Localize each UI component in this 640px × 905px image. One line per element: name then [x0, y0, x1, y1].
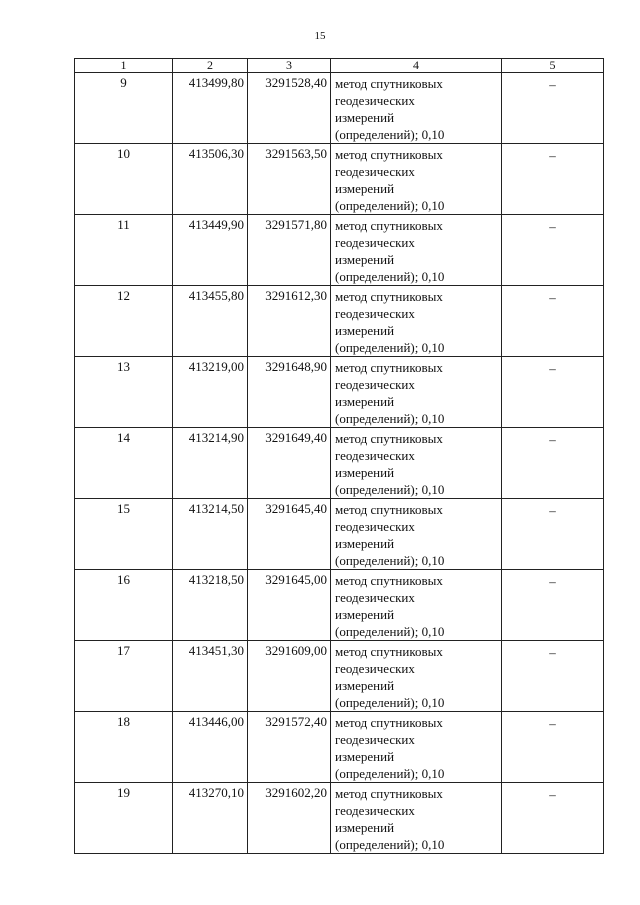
y-coordinate-cell-text: 3291645,40 — [265, 501, 327, 516]
point-number-cell-text: 18 — [117, 714, 130, 729]
note-cell-text: – — [549, 574, 556, 589]
y-coordinate-cell — [248, 570, 331, 641]
note-cell — [502, 73, 604, 144]
method-cell-text: метод спутниковых геодезических измерений (определений); 0,10 — [335, 573, 445, 639]
table-row — [75, 428, 604, 499]
method-cell — [331, 357, 502, 428]
x-coordinate-cell — [173, 357, 248, 428]
point-number-cell — [75, 73, 173, 144]
method-cell — [331, 783, 502, 854]
note-cell — [502, 641, 604, 712]
y-coordinate-cell-text: 3291649,40 — [265, 430, 327, 445]
y-coordinate-cell-text: 3291572,40 — [265, 714, 327, 729]
method-cell-text: метод спутниковых геодезических измерений (определений); 0,10 — [335, 644, 445, 710]
y-coordinate-cell-text: 3291612,30 — [265, 288, 327, 303]
y-coordinate-cell — [248, 783, 331, 854]
y-coordinate-cell — [248, 144, 331, 215]
column-header-1: 1 — [75, 59, 173, 73]
x-coordinate-cell — [173, 641, 248, 712]
column-header-2: 2 — [173, 59, 248, 73]
column-header-5: 5 — [502, 59, 604, 73]
table-row — [75, 286, 604, 357]
method-cell — [331, 428, 502, 499]
y-coordinate-cell — [248, 73, 331, 144]
point-number-cell — [75, 570, 173, 641]
table-row — [75, 712, 604, 783]
column-header-4: 4 — [331, 59, 502, 73]
note-cell-text: – — [549, 787, 556, 802]
table-row — [75, 641, 604, 712]
point-number-cell — [75, 641, 173, 712]
point-number-cell-text: 13 — [117, 359, 130, 374]
note-cell-text: – — [549, 716, 556, 731]
point-number-cell — [75, 712, 173, 783]
point-number-cell-text: 15 — [117, 501, 130, 516]
x-coordinate-cell — [173, 144, 248, 215]
note-cell — [502, 570, 604, 641]
method-cell-text: метод спутниковых геодезических измерений (определений); 0,10 — [335, 715, 445, 781]
x-coordinate-cell-text: 413449,90 — [188, 217, 244, 232]
x-coordinate-cell — [173, 499, 248, 570]
table-row — [75, 499, 604, 570]
note-cell — [502, 215, 604, 286]
point-number-cell — [75, 286, 173, 357]
point-number-cell-text: 9 — [120, 75, 127, 90]
point-number-cell-text: 14 — [117, 430, 130, 445]
note-cell — [502, 357, 604, 428]
table-row — [75, 144, 604, 215]
y-coordinate-cell-text: 3291645,00 — [265, 572, 327, 587]
note-cell-text: – — [549, 219, 556, 234]
method-cell — [331, 499, 502, 570]
x-coordinate-cell — [173, 428, 248, 499]
y-coordinate-cell-text: 3291648,90 — [265, 359, 327, 374]
point-number-cell-text: 17 — [117, 643, 130, 658]
y-coordinate-cell-text: 3291571,80 — [265, 217, 327, 232]
x-coordinate-cell — [173, 73, 248, 144]
x-coordinate-cell-text: 413214,90 — [188, 430, 244, 445]
note-cell-text: – — [549, 290, 556, 305]
note-cell — [502, 783, 604, 854]
x-coordinate-cell-text: 413451,30 — [188, 643, 244, 658]
method-cell-text: метод спутниковых геодезических измерений (определений); 0,10 — [335, 502, 445, 568]
x-coordinate-cell-text: 413214,50 — [188, 501, 244, 516]
note-cell-text: – — [549, 432, 556, 447]
column-header-3: 3 — [248, 59, 331, 73]
y-coordinate-cell-text: 3291609,00 — [265, 643, 327, 658]
method-cell-text: метод спутниковых геодезических измерений (определений); 0,10 — [335, 218, 445, 284]
x-coordinate-cell — [173, 286, 248, 357]
method-cell — [331, 215, 502, 286]
point-number-cell — [75, 215, 173, 286]
x-coordinate-cell-text: 413219,00 — [188, 359, 244, 374]
x-coordinate-cell-text: 413455,80 — [188, 288, 244, 303]
point-number-cell — [75, 428, 173, 499]
x-coordinate-cell-text: 413499,80 — [188, 75, 244, 90]
table-header-row — [75, 59, 604, 73]
point-number-cell — [75, 144, 173, 215]
y-coordinate-cell-text: 3291563,50 — [265, 146, 327, 161]
method-cell — [331, 286, 502, 357]
method-cell — [331, 73, 502, 144]
note-cell — [502, 428, 604, 499]
page-number: 15 — [314, 30, 326, 42]
note-cell — [502, 144, 604, 215]
point-number-cell — [75, 357, 173, 428]
table-row — [75, 73, 604, 144]
x-coordinate-cell-text: 413270,10 — [188, 785, 244, 800]
method-cell-text: метод спутниковых геодезических измерений (определений); 0,10 — [335, 786, 445, 852]
x-coordinate-cell-text: 413506,30 — [188, 146, 244, 161]
y-coordinate-cell — [248, 357, 331, 428]
note-cell — [502, 286, 604, 357]
y-coordinate-cell — [248, 215, 331, 286]
method-cell — [331, 712, 502, 783]
table-row — [75, 570, 604, 641]
y-coordinate-cell-text: 3291528,40 — [265, 75, 327, 90]
point-number-cell — [75, 783, 173, 854]
note-cell-text: – — [549, 645, 556, 660]
note-cell — [502, 712, 604, 783]
y-coordinate-cell — [248, 499, 331, 570]
x-coordinate-cell — [173, 570, 248, 641]
point-number-cell-text: 11 — [117, 217, 130, 232]
note-cell-text: – — [549, 361, 556, 376]
note-cell — [502, 499, 604, 570]
point-number-cell-text: 16 — [117, 572, 130, 587]
note-cell-text: – — [549, 503, 556, 518]
y-coordinate-cell — [248, 286, 331, 357]
x-coordinate-cell — [173, 712, 248, 783]
method-cell-text: метод спутниковых геодезических измерений (определений); 0,10 — [335, 289, 445, 355]
note-cell-text: – — [549, 77, 556, 92]
point-number-cell-text: 19 — [117, 785, 130, 800]
x-coordinate-cell-text: 413218,50 — [188, 572, 244, 587]
x-coordinate-cell-text: 413446,00 — [188, 714, 244, 729]
y-coordinate-cell — [248, 428, 331, 499]
table-row — [75, 783, 604, 854]
method-cell — [331, 570, 502, 641]
coordinates-table — [74, 58, 604, 854]
y-coordinate-cell-text: 3291602,20 — [265, 785, 327, 800]
method-cell-text: метод спутниковых геодезических измерений (определений); 0,10 — [335, 76, 445, 142]
table-row — [75, 215, 604, 286]
point-number-cell-text: 12 — [117, 288, 130, 303]
y-coordinate-cell — [248, 712, 331, 783]
method-cell-text: метод спутниковых геодезических измерений (определений); 0,10 — [335, 147, 445, 213]
table-row — [75, 357, 604, 428]
note-cell-text: – — [549, 148, 556, 163]
point-number-cell-text: 10 — [117, 146, 130, 161]
method-cell — [331, 641, 502, 712]
x-coordinate-cell — [173, 215, 248, 286]
y-coordinate-cell — [248, 641, 331, 712]
point-number-cell — [75, 499, 173, 570]
method-cell — [331, 144, 502, 215]
method-cell-text: метод спутниковых геодезических измерений (определений); 0,10 — [335, 360, 445, 426]
x-coordinate-cell — [173, 783, 248, 854]
method-cell-text: метод спутниковых геодезических измерений (определений); 0,10 — [335, 431, 445, 497]
